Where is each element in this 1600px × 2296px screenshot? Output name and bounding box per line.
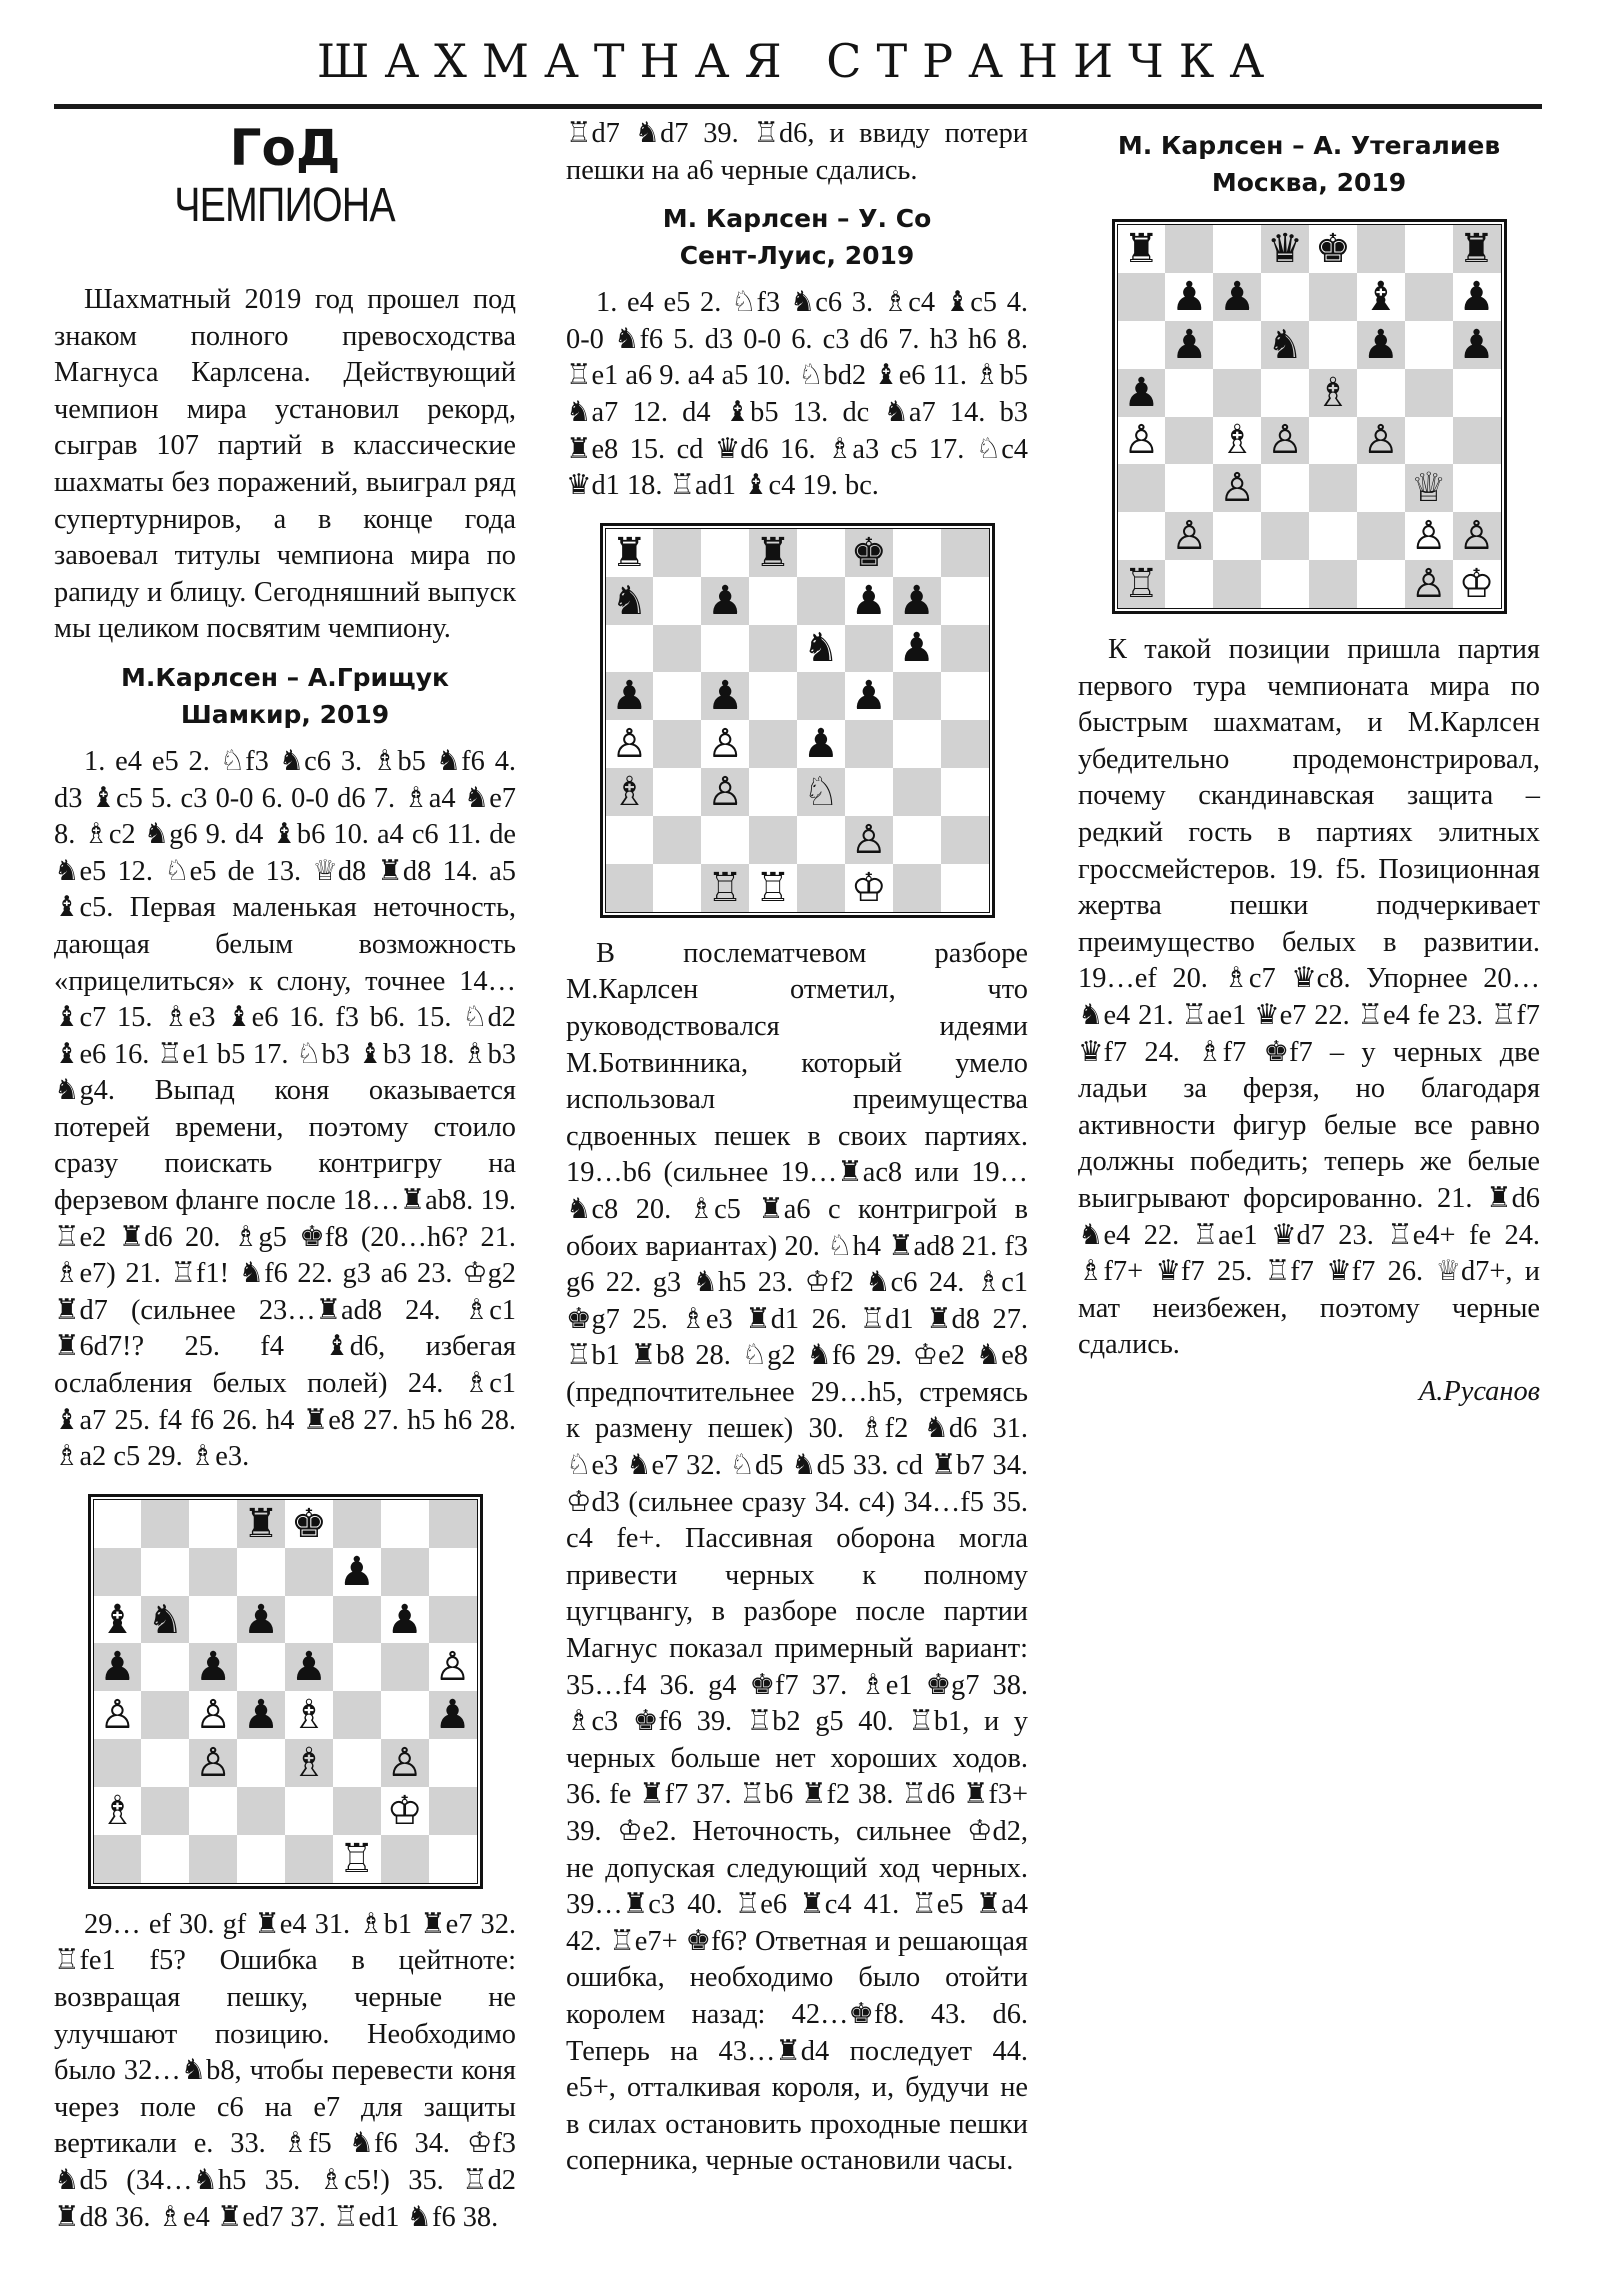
board-square: [1309, 225, 1357, 273]
black-piece-icon: ♚: [850, 529, 887, 576]
board-square: [237, 1500, 285, 1548]
black-piece-icon: ♟: [195, 1644, 232, 1691]
board-square: [285, 1691, 333, 1739]
board-square: [749, 529, 797, 577]
game-3-annotation: К такой позиции пришла партия первого тура чемпионата мира по быстрым шахматам, и М.Карлсен убедительно продемонстрировал, почему скандинавская защита – редкий гость в партиях элитных гроссмейстеров. 19. f5. Позиционная жертва пешки подчеркивает преимущество белых в развитии. 19…ef 20. ♗c7 ♛c8. Упорнее 20…♞e4 21. ♖ae1 ♛e7 22. ♖e4 fe 23. ♖f7 ♛f7 24. ♗f7 ♚f7 – у черных две ладьи за ферзя, но благодаря активности фигур белые все равно должны победить; теперь же белые выигрывают форсированно. 21. ♜d6 ♞e4 22. ♖ae1 ♛d7 23. ♖e4+ fe 24. ♗f7+ ♛f7 25. ♖f7 ♛f7 26. ♕d7+, и мат неизбежен, поэтому черные сдались.: [1078, 634, 1540, 1361]
black-piece-icon: ♞: [147, 1596, 184, 1643]
board-square: [1405, 273, 1453, 321]
black-piece-icon: ♟: [803, 721, 839, 768]
board-square: [893, 625, 941, 673]
game-2-players: М. Карлсен – У. Со: [662, 204, 932, 234]
white-piece-icon: ♔: [850, 864, 887, 911]
board-square: [1453, 273, 1501, 321]
board-square: [94, 1500, 142, 1548]
board-square: [285, 1787, 333, 1835]
board-square: [941, 672, 989, 720]
black-piece-icon: ♞: [1267, 321, 1303, 368]
board-square: [1405, 464, 1453, 512]
board-square: [701, 720, 749, 768]
author-signature: А.Русанов: [1418, 1375, 1540, 1407]
board-square: [1261, 321, 1309, 369]
board-square: [893, 768, 941, 816]
board-square: [1165, 512, 1213, 560]
board-square: [1357, 417, 1405, 465]
board-square: [1405, 560, 1453, 608]
board-square: [606, 864, 654, 912]
board-square: [941, 816, 989, 864]
white-piece-icon: ♙: [611, 721, 648, 768]
black-piece-icon: ♟: [386, 1596, 423, 1643]
board-square: [381, 1500, 429, 1548]
board-square: [797, 577, 845, 625]
white-piece-icon: ♗: [1315, 369, 1351, 416]
board-square: [749, 816, 797, 864]
board-square: [797, 625, 845, 673]
game-1-moves: 1. e4 e5 2. ♘f3 ♞c6 3. ♗b5 ♞f6 4. d3 ♝c5 5. c3 0-0 6. 0-0 d6 7. ♗a4 ♞e7 8. ♗c2 ♞g6 9. d4 ♝b6 10. a4 c6 11. de ♞e5 12. ♘e5 de 13. ♕d8 ♜d8 14. a5 ♝c5. Первая маленькая неточность, дающая белым возможность «прицелиться» к слону, точнее 14…♝c7 15. ♗e3 ♝e6 16. f3 b6. 15. ♘d2 ♝e6 16. ♖e1 b5 17. ♘b3 ♝b3 18. ♗b3 ♞g4. Выпад коня оказывается потерей времени, поэтому стоило сразу поискать контригру на ферзевом фланге после 18…♜ab8. 19. ♖e2 ♜d6 20. ♗g5 ♚f8 (20…h6? 21. ♗e7) 21. ♖f1! ♞f6 22. g3 a6 23. ♔g2 ♜d7 (сильнее 23…♜ad8 24. ♗c1 ♜6d7!? 25. f4 ♝d6, избегая ослабления белых полей) 24. ♗c1 ♝a7 25. f4 f6 26. h4 ♜e8 27. h5 h6 28. ♗a2 c5 29. ♗e3.: [54, 745, 516, 1473]
board-square: [941, 625, 989, 673]
header-rule: [54, 104, 1542, 109]
board-square: [606, 625, 654, 673]
board-square: [1165, 273, 1213, 321]
board-square: [429, 1835, 477, 1883]
board-square: [1118, 369, 1166, 417]
column-1: [54, 116, 516, 2236]
board-square: [749, 577, 797, 625]
board-square: [429, 1739, 477, 1787]
board-square: [141, 1835, 189, 1883]
column-2: [566, 116, 1028, 2180]
white-piece-icon: ♖: [707, 864, 744, 911]
game-2-continuation-part1: В послематчевом разборе М.Карлсен отметил, что руководствовался идеями М.Ботвинника, который умело использовал преимущества сдвоенных пешек в своих партиях. 19…b6 (сильнее 19…♜ac8 или 19…♞c8 20. ♗c5 ♜a6 с контригрой в обоих вариантах) 20. ♘h4 ♜ad8 21. f3 g6 22. g3 ♞h5 23. ♔f2 ♞c6 24. ♗c1 ♚g7 25. ♗e3 ♜d1 26. ♖d1 ♜d8 27. ♖b1 ♜b8 28. ♘g2 ♞f6 29. ♔e2 ♞e8 (предпочтительнее 29…h5, стремясь к размену пешек) 30. ♗f2 ♞d6 31. ♘e3 ♞e7 32. ♘d5 ♞d5 33. cd ♜b7 34. ♔d3 (сильнее сразу 34. c4) 34…f5 35. c4 fe+. Пассивная оборона могла привести черных к полному цугцвангу, в разборе после партии Магнус показал примерный вариант: 35…f4 36. g4 ♚f7 37. ♗e1 ♚g7 38. ♗c3 ♚f6 39. ♖b2 g5 40. ♖b1, и у черных больше нет хороших ходов. 36. fe ♜f7 37. ♖b6 ♜f2 38. ♖d6 ♜f3+ 39. ♔e2. Неточность, сильнее ♔d2, не допуская следующий ход черных. 39…♜c3 40. ♖e6 ♜c4 41. ♖e5 ♜a4 42. ♖e7+ ♚f6? Ответная и решающая ошибка, необходимо было отойти королем назад: 42…♚f8. 43. d6. Теперь на 43…♜d4 последует 44. e5+, отталкивая короля, и, будучи не в силах остановить проходные пешки соперника, черные остановили часы.: [566, 937, 1028, 2177]
black-piece-icon: ♟: [291, 1644, 327, 1691]
board-square: [797, 768, 845, 816]
black-piece-icon: ♞: [611, 577, 648, 624]
board-square: [333, 1691, 381, 1739]
board-square: [941, 529, 989, 577]
board-square: [845, 529, 893, 577]
board-square: [381, 1548, 429, 1596]
board-square: [94, 1643, 142, 1691]
white-piece-icon: ♔: [386, 1788, 423, 1834]
board-square: [189, 1548, 237, 1596]
board-square: [1118, 464, 1166, 512]
white-piece-icon: ♙: [707, 721, 744, 768]
board-square: [1309, 560, 1357, 608]
board-square: [893, 529, 941, 577]
black-piece-icon: ♟: [1123, 369, 1160, 416]
game-2-event: Сент-Луис, 2019: [679, 241, 915, 271]
black-piece-icon: ♟: [243, 1692, 279, 1739]
black-piece-icon: ♟: [707, 673, 744, 720]
black-piece-icon: ♟: [1458, 273, 1495, 320]
board-square: [237, 1596, 285, 1644]
board-square: [797, 816, 845, 864]
board-square: [141, 1643, 189, 1691]
white-piece-icon: ♙: [1267, 417, 1303, 464]
board-square: [285, 1596, 333, 1644]
game-1-event: Шамкир, 2019: [180, 699, 390, 729]
board-square: [1405, 321, 1453, 369]
board-square: [1357, 225, 1405, 273]
board-square: [1309, 369, 1357, 417]
white-piece-icon: ♙: [1362, 417, 1399, 464]
board-square: [189, 1691, 237, 1739]
board-square: [381, 1643, 429, 1691]
board-square: [893, 816, 941, 864]
board-square: [141, 1691, 189, 1739]
board-square: [1453, 464, 1501, 512]
black-piece-icon: ♞: [803, 625, 839, 672]
board-square: [381, 1787, 429, 1835]
board-square: [1453, 321, 1501, 369]
black-piece-icon: ♟: [611, 673, 648, 720]
black-piece-icon: ♟: [1458, 321, 1495, 368]
black-piece-icon: ♜: [243, 1500, 279, 1547]
board-square: [701, 529, 749, 577]
black-piece-icon: ♟: [99, 1644, 136, 1691]
board-square: [189, 1835, 237, 1883]
black-piece-icon: ♚: [1315, 225, 1351, 272]
board-square: [941, 864, 989, 912]
board-square: [1213, 464, 1261, 512]
board-square: [893, 720, 941, 768]
board-square: [1165, 464, 1213, 512]
intro-paragraph: Шахматный 2019 год прошел под знаком полного превосходства Магнуса Карлсена. Действующий чемпион мира установил рекорд, сыграв 107 партий в классические шахматы без поражений, выиграл ряд супертурниров, а в конце года завоевал титулы чемпиона мира по рапиду и блицу. Сегодняшний выпуск мы целиком посвятим чемпиону.: [54, 284, 516, 645]
board-square: [333, 1835, 381, 1883]
board-square: [237, 1691, 285, 1739]
board-square: [941, 720, 989, 768]
white-piece-icon: ♗: [611, 769, 648, 816]
board-square: [797, 529, 845, 577]
board-square: [1357, 560, 1405, 608]
board-square: [653, 720, 701, 768]
board-square: [333, 1643, 381, 1691]
white-piece-icon: ♖: [1123, 561, 1160, 608]
board-square: [1118, 512, 1166, 560]
black-piece-icon: ♟: [1171, 273, 1208, 320]
white-piece-icon: ♖: [338, 1835, 375, 1882]
white-piece-icon: ♖: [755, 864, 791, 911]
board-square: [1118, 321, 1166, 369]
board-square: [1453, 369, 1501, 417]
white-piece-icon: ♙: [1123, 417, 1160, 464]
board-square: [141, 1548, 189, 1596]
board-square: [1357, 321, 1405, 369]
board-square: [285, 1500, 333, 1548]
board-square: [1309, 512, 1357, 560]
board-square: [701, 768, 749, 816]
board-square: [285, 1739, 333, 1787]
board-square: [1213, 560, 1261, 608]
black-piece-icon: ♝: [99, 1596, 136, 1643]
board-square: [1165, 225, 1213, 273]
black-piece-icon: ♜: [611, 529, 648, 576]
board-square: [749, 672, 797, 720]
board-square: [237, 1835, 285, 1883]
board-square: [1261, 225, 1309, 273]
board-square: [1453, 225, 1501, 273]
board-square: [1405, 369, 1453, 417]
white-piece-icon: ♗: [291, 1692, 327, 1739]
black-piece-icon: ♟: [707, 577, 744, 624]
board-square: [1405, 417, 1453, 465]
chess-diagram-3: [1112, 219, 1507, 614]
board-square: [285, 1643, 333, 1691]
board-square: [1261, 369, 1309, 417]
board-square: [1453, 512, 1501, 560]
page-header: ШАХМАТНАЯ СТРАНИЧКА: [316, 34, 1280, 88]
board-square: [845, 720, 893, 768]
board-square: [333, 1787, 381, 1835]
board-square: [381, 1835, 429, 1883]
board-square: [333, 1739, 381, 1787]
white-piece-icon: ♙: [386, 1740, 423, 1787]
board-square: [237, 1787, 285, 1835]
board-square: [429, 1500, 477, 1548]
white-piece-icon: ♙: [1410, 513, 1447, 560]
board-square: [1213, 321, 1261, 369]
black-piece-icon: ♜: [755, 529, 791, 576]
black-piece-icon: ♟: [850, 673, 887, 720]
board-square: [1118, 417, 1166, 465]
board-square: [285, 1835, 333, 1883]
board-square: [189, 1500, 237, 1548]
white-piece-icon: ♙: [195, 1692, 232, 1739]
board-square: [429, 1691, 477, 1739]
board-square: [1213, 273, 1261, 321]
board-square: [1165, 321, 1213, 369]
black-piece-icon: ♟: [898, 577, 935, 624]
black-piece-icon: ♚: [291, 1500, 327, 1547]
board-square: [1357, 369, 1405, 417]
board-square: [141, 1787, 189, 1835]
board-square: [1357, 512, 1405, 560]
board-square: [797, 720, 845, 768]
board-square: [333, 1596, 381, 1644]
white-piece-icon: ♙: [707, 769, 744, 816]
board-square: [1309, 417, 1357, 465]
board-square: [893, 864, 941, 912]
board-square: [237, 1643, 285, 1691]
board-square: [1261, 512, 1309, 560]
game-1-players: М.Карлсен – А.Грищук: [121, 662, 449, 692]
board-square: [94, 1835, 142, 1883]
board-square: [797, 864, 845, 912]
board-square: [893, 577, 941, 625]
black-piece-icon: ♟: [1171, 321, 1208, 368]
title-bottom: ЧЕМПИОНА: [174, 179, 396, 232]
board-square: [653, 577, 701, 625]
chess-diagram-1: [88, 1494, 483, 1889]
board-square: [749, 625, 797, 673]
board-square: [141, 1596, 189, 1644]
board-square: [94, 1548, 142, 1596]
board-square: [189, 1596, 237, 1644]
board-square: [429, 1643, 477, 1691]
board-square: [1309, 464, 1357, 512]
board-square: [941, 577, 989, 625]
black-piece-icon: ♟: [850, 577, 887, 624]
board-square: [1405, 512, 1453, 560]
board-square: [1165, 369, 1213, 417]
white-piece-icon: ♙: [1410, 561, 1447, 608]
game-1-continuation-part1: 29… ef 30. gf ♜e4 31. ♗b1 ♜e7 32. ♖fe1 f5? Ошибка в цейтноте: возвращая пешку, черные не улучшают позицию. Необходимо было 32…♞b8, чтобы перевести коня через поле c6 на e7 для защиты вертикали e. 33. ♗f5 ♞f6 34. ♔f3 ♞d5 (34…♞h5 35. ♗c5!) 35. ♖d2 ♜d8 36. ♗e4 ♜ed7 37. ♖ed1 ♞f6 38.: [54, 1908, 516, 2233]
board-square: [381, 1691, 429, 1739]
board-square: [701, 577, 749, 625]
board-square: [1309, 273, 1357, 321]
board-square: [701, 625, 749, 673]
board-square: [845, 672, 893, 720]
board-square: [653, 672, 701, 720]
black-piece-icon: ♟: [898, 625, 935, 672]
white-piece-icon: ♙: [99, 1692, 136, 1739]
board-square: [606, 529, 654, 577]
board-square: [141, 1500, 189, 1548]
board-square: [606, 577, 654, 625]
black-piece-icon: ♟: [338, 1548, 375, 1595]
black-piece-icon: ♟: [1362, 321, 1399, 368]
board-square: [94, 1739, 142, 1787]
black-piece-icon: ♜: [1458, 225, 1495, 272]
game-3-event: Москва, 2019: [1211, 168, 1407, 197]
board-square: [653, 625, 701, 673]
black-piece-icon: ♝: [1362, 273, 1399, 320]
white-piece-icon: ♙: [434, 1644, 471, 1691]
board-square: [94, 1596, 142, 1644]
board-square: [1261, 464, 1309, 512]
game-2-moves: 1. e4 e5 2. ♘f3 ♞c6 3. ♗c4 ♝c5 4. 0-0 ♞f6 5. d3 0-0 6. c3 d6 7. h3 h6 8. ♖e1 a6 9. a4 a5 10. ♘bd2 ♝e6 11. ♗b5 ♞a7 12. d4 ♝b5 13. dc ♞a7 14. b3 ♜e8 15. cd ♛d6 16. ♗a3 c5 17. ♘c4 ♛d1 18. ♖ad1 ♝c4 19. bc.: [566, 287, 1028, 502]
board-square: [941, 768, 989, 816]
board-square: [1213, 225, 1261, 273]
board-square: [1118, 560, 1166, 608]
board-square: [797, 672, 845, 720]
white-piece-icon: ♕: [1410, 465, 1447, 512]
board-square: [333, 1548, 381, 1596]
board-square: [606, 672, 654, 720]
board-square: [189, 1739, 237, 1787]
board-square: [429, 1596, 477, 1644]
board-square: [237, 1548, 285, 1596]
board-square: [381, 1739, 429, 1787]
board-square: [1357, 273, 1405, 321]
board-square: [606, 720, 654, 768]
board-square: [1357, 464, 1405, 512]
white-piece-icon: ♘: [803, 769, 839, 816]
board-square: [94, 1691, 142, 1739]
board-square: [1213, 512, 1261, 560]
white-piece-icon: ♙: [1219, 465, 1256, 512]
board-square: [845, 864, 893, 912]
board-square: [381, 1596, 429, 1644]
white-piece-icon: ♙: [850, 816, 887, 863]
game-3-players: М. Карлсен – А. Утегалиев: [1117, 131, 1501, 160]
white-piece-icon: ♗: [291, 1740, 327, 1787]
board-square: [845, 625, 893, 673]
board-square: [1261, 273, 1309, 321]
board-square: [653, 864, 701, 912]
board-square: [429, 1787, 477, 1835]
board-square: [845, 816, 893, 864]
column-3: [1078, 116, 1540, 1410]
white-piece-icon: ♙: [1171, 513, 1208, 560]
board-square: [1261, 560, 1309, 608]
board-square: [749, 768, 797, 816]
board-square: [237, 1739, 285, 1787]
board-square: [1165, 560, 1213, 608]
white-piece-icon: ♙: [1458, 513, 1495, 560]
board-square: [1118, 273, 1166, 321]
title-top: ГоД: [229, 119, 341, 177]
board-square: [606, 768, 654, 816]
board-square: [701, 672, 749, 720]
board-square: [189, 1787, 237, 1835]
black-piece-icon: ♟: [434, 1692, 471, 1739]
board-square: [429, 1548, 477, 1596]
white-piece-icon: ♗: [99, 1788, 136, 1834]
white-piece-icon: ♔: [1458, 561, 1495, 608]
board-square: [606, 816, 654, 864]
board-square: [653, 768, 701, 816]
board-square: [893, 672, 941, 720]
board-square: [1118, 225, 1166, 273]
black-piece-icon: ♟: [243, 1596, 279, 1643]
board-square: [749, 864, 797, 912]
board-square: [1309, 321, 1357, 369]
white-piece-icon: ♙: [195, 1740, 232, 1787]
board-square: [845, 768, 893, 816]
black-piece-icon: ♟: [1219, 273, 1256, 320]
board-square: [189, 1643, 237, 1691]
board-square: [333, 1500, 381, 1548]
black-piece-icon: ♜: [1123, 225, 1160, 272]
black-piece-icon: ♛: [1267, 225, 1303, 272]
board-square: [285, 1548, 333, 1596]
board-square: [749, 720, 797, 768]
board-square: [653, 816, 701, 864]
chess-diagram-2: [600, 523, 995, 918]
board-square: [1261, 417, 1309, 465]
board-square: [1405, 225, 1453, 273]
article-title: [54, 116, 516, 282]
board-square: [1213, 417, 1261, 465]
board-square: [141, 1739, 189, 1787]
board-square: [701, 816, 749, 864]
board-square: [653, 529, 701, 577]
board-square: [701, 864, 749, 912]
board-square: [94, 1787, 142, 1835]
board-square: [1453, 417, 1501, 465]
game-1-continuation-part2: ♖d7 ♞d7 39. ♖d6, и ввиду потери пешки на a6 черные сдались.: [566, 118, 1028, 186]
board-square: [1453, 560, 1501, 608]
board-square: [845, 577, 893, 625]
board-square: [1213, 369, 1261, 417]
white-piece-icon: ♗: [1219, 417, 1256, 464]
board-square: [1165, 417, 1213, 465]
